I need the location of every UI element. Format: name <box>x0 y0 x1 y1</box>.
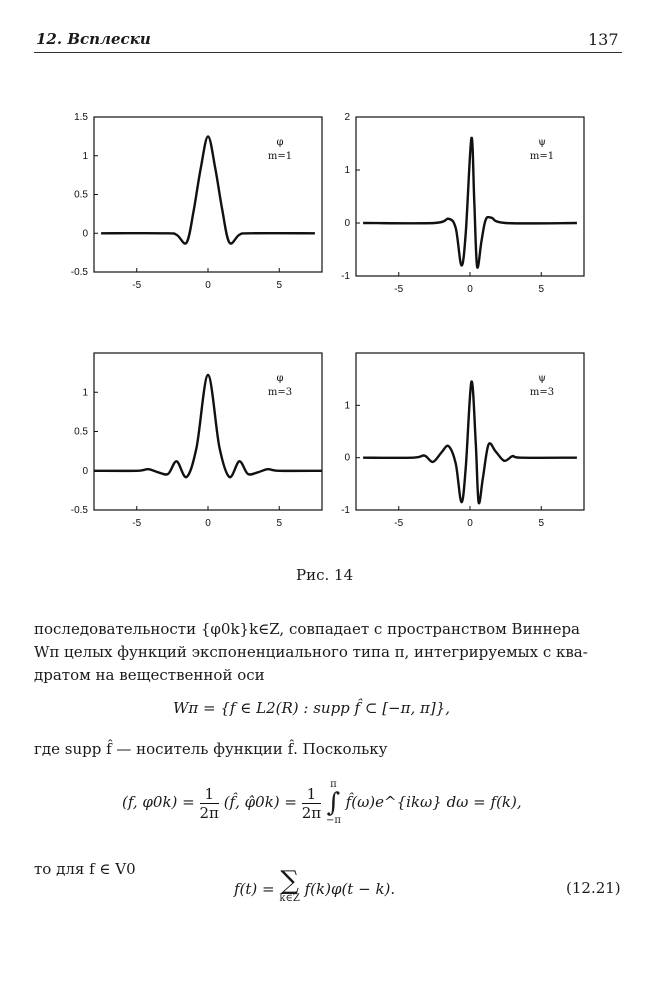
eq2-fraction-1 <box>200 785 219 822</box>
y-tick-label: 0 <box>82 228 88 240</box>
integral-sign-icon: ∫ <box>326 788 341 818</box>
equation-number: (12.21) <box>566 879 621 897</box>
equation-expansion <box>234 866 396 908</box>
x-tick-label: 0 <box>467 518 473 529</box>
x-tick-label: -5 <box>132 280 142 291</box>
paragraph-1-line-1: последовательности {φ0k}k∈Z, совпадает с пространством Виннера <box>34 620 580 638</box>
x-tick-label: 0 <box>205 518 211 529</box>
y-tick-label: 1 <box>344 165 350 176</box>
eq2-integral-lower: −π <box>325 815 341 826</box>
x-tick-label: -5 <box>132 518 142 529</box>
legend-parameter: m=1 <box>529 151 555 162</box>
eq2-fraction-1-num: 1 <box>200 785 219 804</box>
plot-frame <box>356 353 584 510</box>
y-tick-label: 1 <box>344 400 350 412</box>
legend-parameter: m=1 <box>267 151 293 162</box>
x-tick-label: 0 <box>467 284 473 295</box>
eq3-sum <box>279 866 300 908</box>
eq2-integral <box>326 776 341 830</box>
equation-inner-product <box>122 776 522 830</box>
eq2-right: f̂(ω)e^{ikω} dω = f(k), <box>345 793 522 811</box>
legend-symbol: φ <box>276 373 284 384</box>
y-tick-label: 1 <box>82 150 88 162</box>
eq2-mid: (f̂, φ̂0k) = <box>223 793 297 811</box>
y-tick-label: 0.5 <box>74 426 88 438</box>
y-tick-label: 0 <box>82 465 88 477</box>
paragraph-2: где supp f̂ — носитель функции f̂. Поскольку <box>34 740 388 758</box>
paragraph-1-line-2: Wπ целых функций экспоненциального типа π, интегрируемых с ква- <box>34 643 588 661</box>
eq3-sum-index: k∈Z <box>279 893 300 904</box>
eq2-fraction-2-num: 1 <box>302 785 321 804</box>
legend-symbol: ψ <box>538 373 546 384</box>
series-line <box>363 381 577 503</box>
paragraph-3: то для f ∈ V0 <box>34 860 136 878</box>
eq3-left: f(t) = <box>234 880 275 898</box>
x-tick-label: 5 <box>276 280 283 291</box>
eq3-right: f(k)φ(t − k). <box>304 880 396 898</box>
summation-sign-icon: ∑ <box>280 866 299 896</box>
x-tick-label: 5 <box>538 518 545 529</box>
eq2-fraction-2 <box>302 785 321 822</box>
paragraph-1-line-3: дратом на вещественной оси <box>34 666 265 684</box>
x-tick-label: -5 <box>394 284 404 295</box>
legend-symbol: ψ <box>538 137 546 148</box>
eq2-fraction-2-den: 2π <box>301 803 322 822</box>
y-tick-label: 0 <box>344 218 350 229</box>
eq2-left: (f, φ0k) = <box>122 793 195 811</box>
paragraph-1 <box>34 618 624 687</box>
eq2-integral-upper: π <box>330 779 337 790</box>
page-number: 137 <box>588 30 619 49</box>
y-tick-label: -1 <box>341 271 350 282</box>
y-tick-label: -0.5 <box>70 267 88 278</box>
running-head-section: 12. Всплески <box>36 30 151 48</box>
y-tick-label: -0.5 <box>70 505 88 516</box>
x-tick-label: -5 <box>394 518 404 529</box>
y-tick-label: 0 <box>344 452 350 464</box>
legend-parameter: m=3 <box>267 387 293 398</box>
x-tick-label: 0 <box>205 280 211 291</box>
x-tick-label: 5 <box>538 284 545 295</box>
figure-caption: Рис. 14 <box>296 566 354 584</box>
y-tick-label: 0.5 <box>74 189 88 201</box>
y-tick-label: 1 <box>82 387 88 399</box>
y-tick-label: -1 <box>341 505 350 516</box>
x-tick-label: 5 <box>276 518 283 529</box>
y-tick-label: 2 <box>344 112 350 123</box>
legend-parameter: m=3 <box>529 387 555 398</box>
eq2-fraction-1-den: 2π <box>199 803 219 822</box>
legend-symbol: φ <box>276 137 284 148</box>
equation-wiener-space: Wπ = {f ∈ L2(R) : supp f̂ ⊂ [−π, π]}, <box>173 699 451 717</box>
y-tick-label: 1.5 <box>74 112 88 123</box>
